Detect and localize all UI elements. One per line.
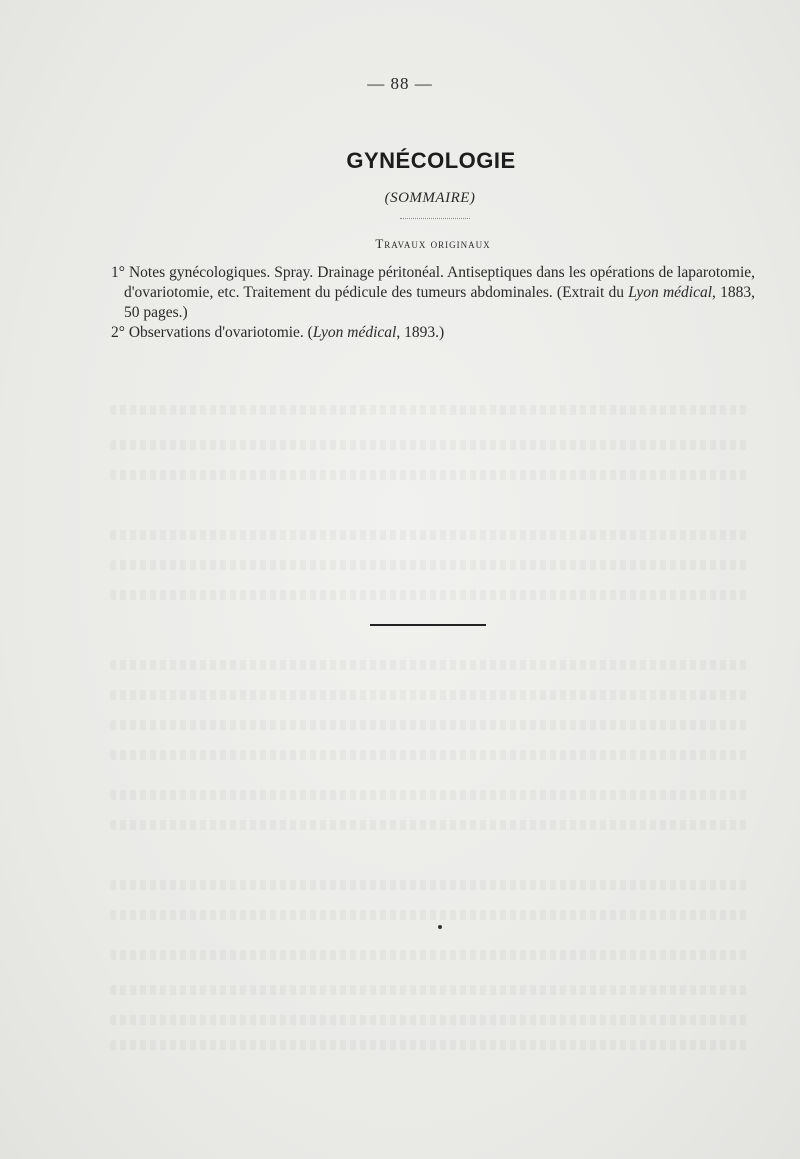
journal-title: Lyon médical [628, 284, 713, 301]
show-through-line [110, 790, 750, 800]
section-end-rule [370, 624, 486, 626]
list-item [111, 323, 755, 343]
section-title: GYNÉCOLOGIE [346, 148, 516, 173]
journal-title: Lyon médical [312, 324, 397, 341]
show-through-line [110, 660, 750, 670]
show-through-line [110, 880, 750, 890]
show-through-line [110, 560, 750, 570]
entry-text-end: , 1883, 50 pages.) [124, 284, 755, 321]
page-number: — 88 — [367, 74, 433, 93]
entry-text: Observations d'ovariotomie. ( [124, 324, 313, 341]
show-through-line [110, 750, 750, 760]
show-through-line [110, 720, 750, 730]
show-through-line [110, 950, 750, 960]
entry-list [111, 263, 755, 343]
show-through-line [110, 530, 750, 540]
show-through-line [110, 820, 750, 830]
entry-text-end: , 1893.) [396, 324, 445, 341]
entry-number: 2° [111, 324, 125, 341]
entry-number: 1° [111, 264, 125, 281]
show-through-line [110, 910, 750, 920]
show-through-line [110, 440, 750, 450]
entry-text: Notes gynécologiques. Spray. Drainage péritonéal. Antiseptiques dans les opérations de laparotomie, d'ovariotomie, etc. Traitement du pédicule des tumeurs abdominales. (Extrait du [124, 264, 755, 301]
summary-label: (SOMMAIRE) [384, 190, 476, 206]
small-divider [400, 218, 470, 219]
subsection-title: Travaux originaux [375, 236, 491, 251]
show-through-line [110, 690, 750, 700]
show-through-line [110, 590, 750, 600]
show-through-line [110, 1040, 750, 1050]
show-through-line [110, 470, 750, 480]
show-through-line [110, 405, 750, 415]
list-item [111, 263, 755, 323]
show-through-line [110, 1015, 750, 1025]
ink-speck [438, 925, 442, 929]
show-through-line [110, 985, 750, 995]
